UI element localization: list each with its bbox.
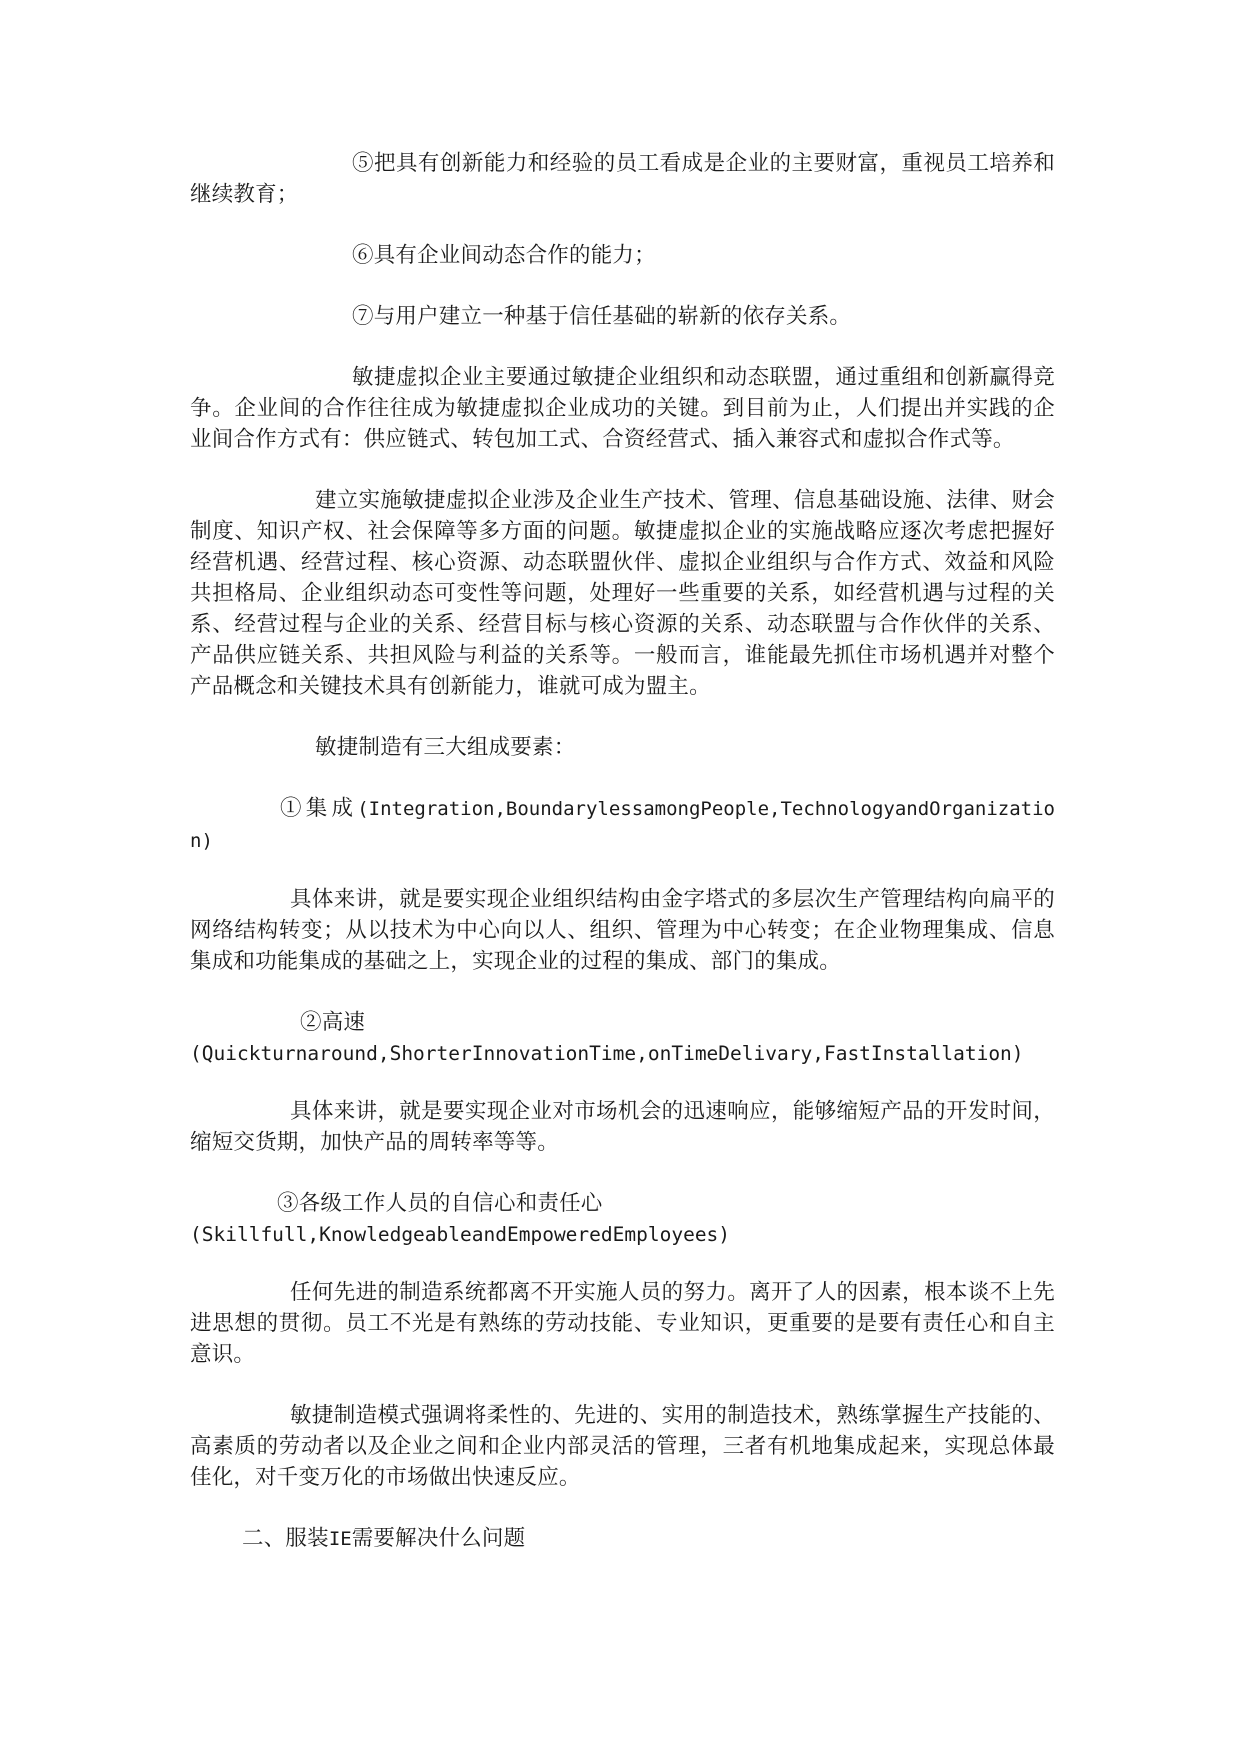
element-1-label: ①集成	[280, 796, 358, 821]
element-2-label: ②高速	[300, 1010, 366, 1035]
paragraph-agile-virtual-enterprise: 敏捷虚拟企业主要通过敏捷企业组织和动态联盟，通过重组和创新赢得竞争。企业间的合作往往成为敏捷虚拟企业成功的关键。到目前为止，人们提出并实践的企业间合作方式有：供应链式、转包加工式、合资经营式、插入兼容式和虚拟合作式等。	[190, 365, 1055, 452]
heading-2-prefix: 二、服装	[242, 1526, 329, 1551]
list-item-5: ⑤把具有创新能力和经验的员工看成是企业的主要财富，重视员工培养和继续教育；	[190, 151, 1055, 207]
list-item-7: ⑦与用户建立一种基于信任基础的崭新的依存关系。	[352, 304, 852, 329]
element-3-label: ③各级工作人员的自信心和责任心	[277, 1191, 603, 1216]
paragraph-three-elements: 敏捷制造有三大组成要素：	[315, 735, 576, 760]
element-3-title	[190, 1188, 1055, 1250]
element-2-title	[190, 1007, 1055, 1069]
heading-2-code: IE	[328, 1528, 352, 1550]
element-2-description: 具体来讲，就是要实现企业对市场机会的迅速响应，能够缩短产品的开发时间，缩短交货期，加快产品的周转率等等。	[190, 1099, 1055, 1155]
element-1-title	[190, 793, 1055, 857]
list-item-6: ⑥具有企业间动态合作的能力；	[352, 243, 656, 268]
element-1-description: 具体来讲，就是要实现企业组织结构由金字塔式的多层次生产管理结构向扁平的网络结构转变；从以技术为中心向以人、组织、管理为中心转变；在企业物理集成、信息集成和功能集成的基础之上，实现企业的过程的集成、部门的集成。	[190, 887, 1055, 974]
document-page	[190, 148, 1055, 1555]
element-1-english: (Integration,BoundarylessamongPeople,TechnologyandOrganization)	[190, 798, 1055, 852]
element-2-english: (Quickturnaround,ShorterInnovationTime,onTimeDelivary,FastInstallation)	[190, 1042, 1024, 1065]
heading-2-suffix: 需要解决什么问题	[351, 1526, 526, 1551]
paragraph-summary: 敏捷制造模式强调将柔性的、先进的、实用的制造技术，熟练掌握生产技能的、高素质的劳动者以及企业之间和企业内部灵活的管理，三者有机地集成起来，实现总体最佳化，对千变万化的市场做出快速反应。	[190, 1403, 1055, 1490]
paragraph-implementation: 建立实施敏捷虚拟企业涉及企业生产技术、管理、信息基础设施、法律、财会制度、知识产权、社会保障等多方面的问题。敏捷虚拟企业的实施战略应逐次考虑把握好经营机遇、经营过程、核心资源、动态联盟伙伴、虚拟企业组织与合作方式、效益和风险共担格局、企业组织动态可变性等问题，处理好一些重要的关系，如经营机遇与过程的关系、经营过程与企业的关系、经营目标与核心资源的关系、动态联盟与合作伙伴的关系、产品供应链关系、共担风险与利益的关系等。一般而言，谁能最先抓住市场机遇并对整个产品概念和关键技术具有创新能力，谁就可成为盟主。	[190, 488, 1055, 699]
element-3-english: (Skillfull,KnowledgeableandEmpoweredEmployees)	[190, 1223, 731, 1246]
section-heading-2	[190, 1523, 1055, 1555]
element-3-description: 任何先进的制造系统都离不开实施人员的努力。离开了人的因素，根本谈不上先进思想的贯彻。员工不光是有熟练的劳动技能、专业知识，更重要的是要有责任心和自主意识。	[190, 1280, 1055, 1367]
